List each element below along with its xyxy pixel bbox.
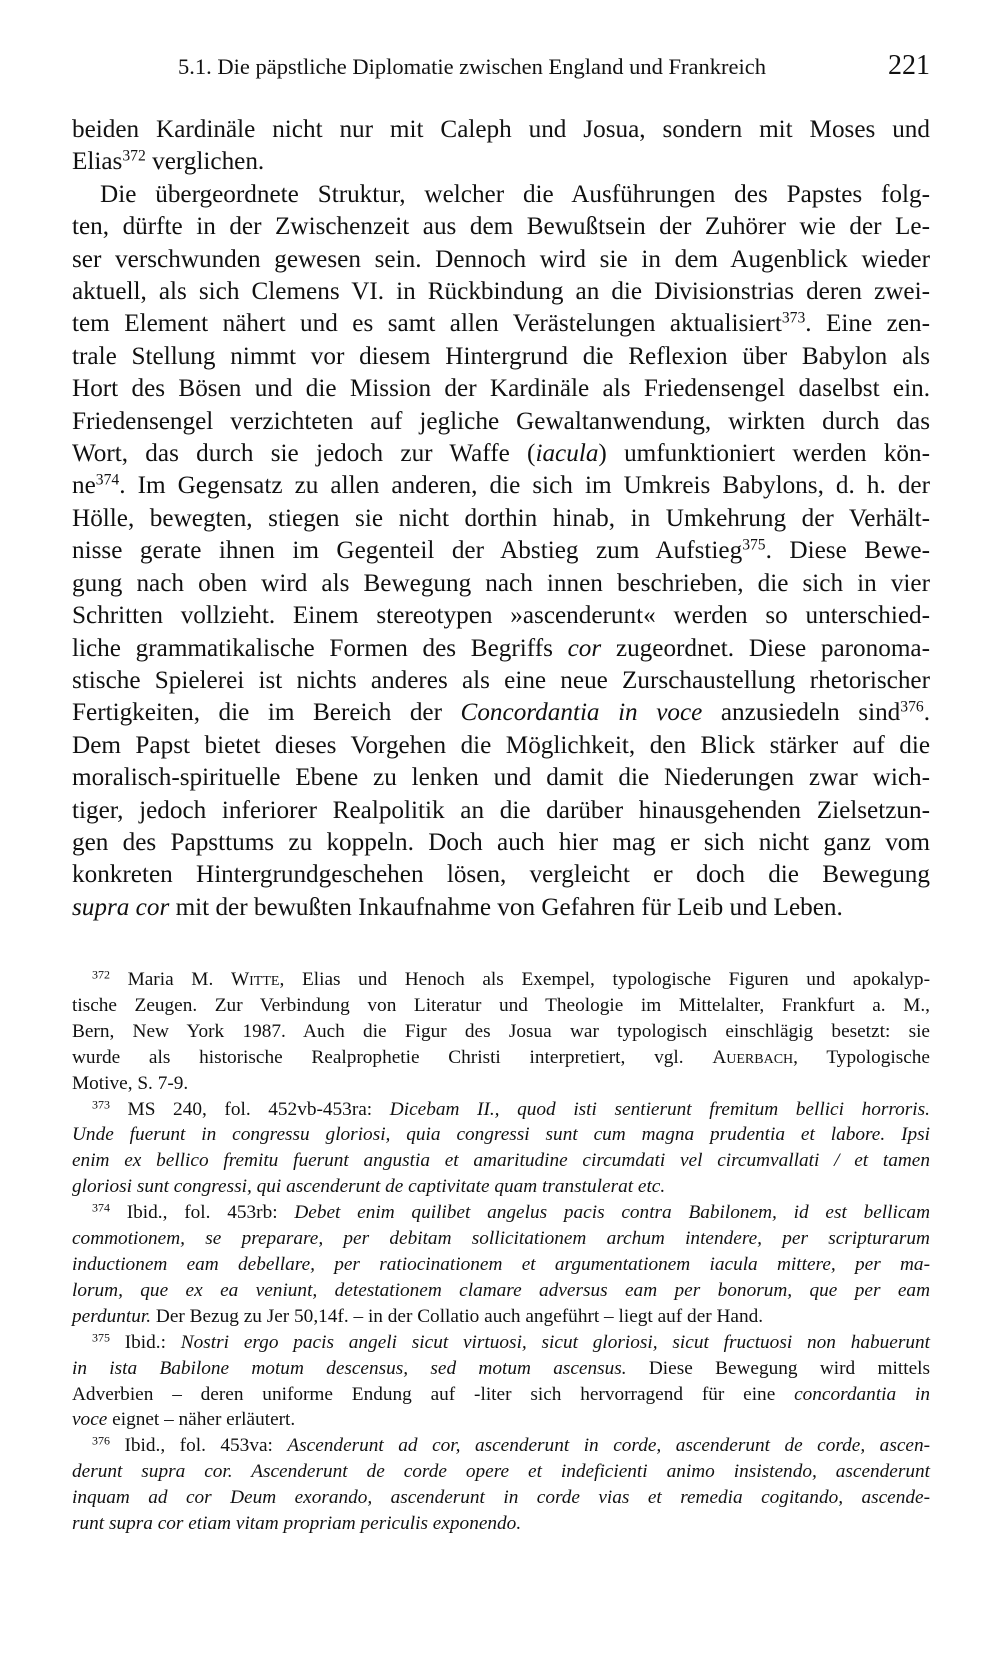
body-line <box>72 633 930 665</box>
footnote-line: $^{375}$ Ibid.: Nostri ergo pacis angeli sicut virtuosi, sicut gloriosi, sicut fructuosi non habuerunt <box>92 1330 930 1353</box>
running-header <box>178 50 930 88</box>
body-line: tiger, jedoch inferiorer Realpolitik an die darüber hinausgehenden Zielsetzun- <box>72 796 930 824</box>
body-line: Hölle, bewegten, stiegen sie nicht dorthin hinab, in Umkehrung der Verhält- <box>72 504 930 532</box>
footnote-line: runt supra cor etiam vitam propriam periculis exponendo. <box>72 1513 522 1535</box>
footnote-line: derunt supra cor. Ascenderunt de corde opere et indeficienti animo insistendo, ascenderunt <box>72 1461 930 1483</box>
body-line <box>72 535 930 567</box>
body-line: beiden Kardinäle nicht nur mit Caleph und Josua, sondern mit Moses und <box>72 116 930 143</box>
footnote-line: $^{374}$ Ibid., fol. 453rb: Debet enim quilibet angelus pacis contra Babilonem, id est bellicam <box>92 1200 930 1224</box>
footnote-line: inductionem eam debellare, per ratiocinationem et argumentationem iacula mittere, per ma- <box>72 1253 930 1275</box>
page-number: 221 <box>888 50 930 81</box>
footnote-376 <box>72 1433 930 1537</box>
body-line <box>72 146 930 178</box>
body-line: aktuell, als sich Clemens VI. in Rückbindung an die Divisionstrias deren zwei- <box>72 278 930 306</box>
body-line: Die übergeordnete Struktur, welcher die Ausführungen des Papstes folg- <box>100 180 930 208</box>
footnote-373 <box>72 1097 930 1201</box>
footnote-375 <box>72 1330 930 1434</box>
body-line: Schritten vollzieht. Einem stereotypen »ascenderunt« werden so unterschied- <box>72 602 930 630</box>
footnote-line: Bern, New York 1987. Auch die Figur des Josua war typologisch einschlägig besetzt: sie <box>72 1020 930 1042</box>
body-line-text: Wort, das durch sie jedoch zur Waffe (iacula) umfunktioniert werden kön- <box>72 440 930 468</box>
body-line: gen des Papsttums zu koppeln. Doch auch hier mag er sich nicht ganz vom <box>72 828 930 856</box>
main-text <box>72 114 930 924</box>
footnote-line: wurde als historische Realprophetie Christi interpretiert, vgl. Auerbach, Typologische <box>72 1046 930 1068</box>
body-line: konkreten Hintergrundgeschehen lösen, vergleicht er doch die Bewegung <box>72 861 930 889</box>
footnote-line: enim ex bellico fremitu fuerunt angustia et amaritudine circumdati vel circumvallati / et tamen <box>72 1150 930 1172</box>
body-line: moralisch-spirituelle Ebene zu lenken und damit die Niederungen zwar wich- <box>72 764 930 792</box>
footnote-line: Motive, S. 7-9. <box>72 1072 189 1094</box>
footnote-line: gloriosi sunt congressi, qui ascenderunt de captivitate quam transtulerat etc. <box>72 1176 666 1198</box>
body-line: Hort des Bösen und die Mission der Kardinäle als Friedensengel daselbst ein. <box>72 375 930 403</box>
body-line <box>72 308 930 340</box>
running-title: 5.1. Die päpstliche Diplomatie zwischen England und Frankreich <box>178 54 766 79</box>
footnotes <box>72 967 930 1537</box>
footnote-374 <box>72 1200 930 1330</box>
body-line: trale Stellung nimmt vor diesem Hintergrund die Reflexion über Babylon als <box>72 342 930 370</box>
footnote-372 <box>72 967 930 1097</box>
footnote-line: tische Zeugen. Zur Verbindung von Literatur und Theologie im Mittelalter, Frankfurt a. M., <box>72 994 930 1016</box>
body-line <box>72 470 930 502</box>
body-line: gung nach oben wird als Bewegung nach innen beschrieben, die sich in vier <box>72 569 930 597</box>
body-line: ser verschwunden gewesen sein. Dennoch wird sie in dem Augenblick wieder <box>72 245 930 273</box>
body-line: ten, dürfte in der Zwischenzeit aus dem Bewußtsein der Zuhörer wie der Le- <box>72 213 930 241</box>
footnote-line: $^{376}$ Ibid., fol. 453va: Ascenderunt ad cor, ascenderunt in corde, ascenderunt de corde, ascen- <box>92 1433 931 1457</box>
body-line-text: Elias$^{372}$ verglichen. <box>72 147 265 176</box>
body-line: Friedensengel verzichteten auf jegliche Gewaltanwendung, wirkten durch das <box>72 407 930 435</box>
body-line <box>72 892 930 924</box>
footnote-line: inquam ad cor Deum exorando, ascenderunt in corde vias et remedia cogitando, ascende- <box>72 1487 930 1509</box>
body-line-text: Fertigkeiten, die im Bereich der Concordantia in voce anzusiedeln sind$^{376}$. <box>72 698 930 727</box>
footnote-line: $^{373}$ MS 240, fol. 452vb-453ra: Dicebam II., quod isti sentierunt fremitum bellici horroris. <box>92 1096 930 1120</box>
body-line-text: tem Element nähert und es samt allen Verästelungen aktualisiert$^{373}$. Eine zen- <box>72 309 930 338</box>
body-line-text: supra cor mit der bewußten Inkaufnahme von Gefahren für Leib und Leben. <box>72 893 843 921</box>
footnote-line: Adverbien – deren uniforme Endung auf -liter sich hervorragend für eine concordantia in <box>72 1383 931 1405</box>
footnote-line: in ista Babilone motum descensus, sed motum ascensus. Diese Bewegung wird mittels <box>72 1357 930 1379</box>
body-line-text: liche grammatikalische Formen des Begriffs cor zugeordnet. Diese paronoma- <box>72 634 930 662</box>
body-line <box>72 697 930 729</box>
footnote-line: voce eignet – näher erläutert. <box>72 1409 296 1431</box>
footnote-line: lorum, que ex ea veniunt, detestationem clamare adversus eam per bonorum, que per eam <box>72 1279 930 1301</box>
body-line: stische Spielerei ist nichts anderes als eine neue Zurschaustellung rhetorischer <box>72 666 930 694</box>
footnote-line: perduntur. Der Bezug zu Jer 50,14f. – in der Collatio auch angeführt – liegt auf der Hand. <box>72 1305 764 1327</box>
footnote-line: $^{372}$ Maria M. Witte, Elias und Henoch als Exempel, typologische Figuren und apokalyp- <box>92 967 930 990</box>
body-line <box>72 438 930 470</box>
footnote-line: Unde fuerunt in congressu gloriosi, quia congressi sunt cum magna prudentia et labore. Ipsi <box>72 1124 930 1146</box>
body-line-text: $ne^{374}$. Im Gegensatz zu allen anderen, die sich im Umkreis Babylons, d. h. der <box>72 471 930 500</box>
body-line-text: nisse gerate ihnen im Gegenteil der Abstieg zum Aufstieg$^{375}$. Diese Bewe- <box>72 536 930 565</box>
footnote-line: commotionem, se preparare, per debitam sollicitationem archum intendere, per scripturarum <box>72 1228 930 1250</box>
body-line: Dem Papst bietet dieses Vorgehen die Möglichkeit, den Blick stärker auf die <box>72 731 930 759</box>
